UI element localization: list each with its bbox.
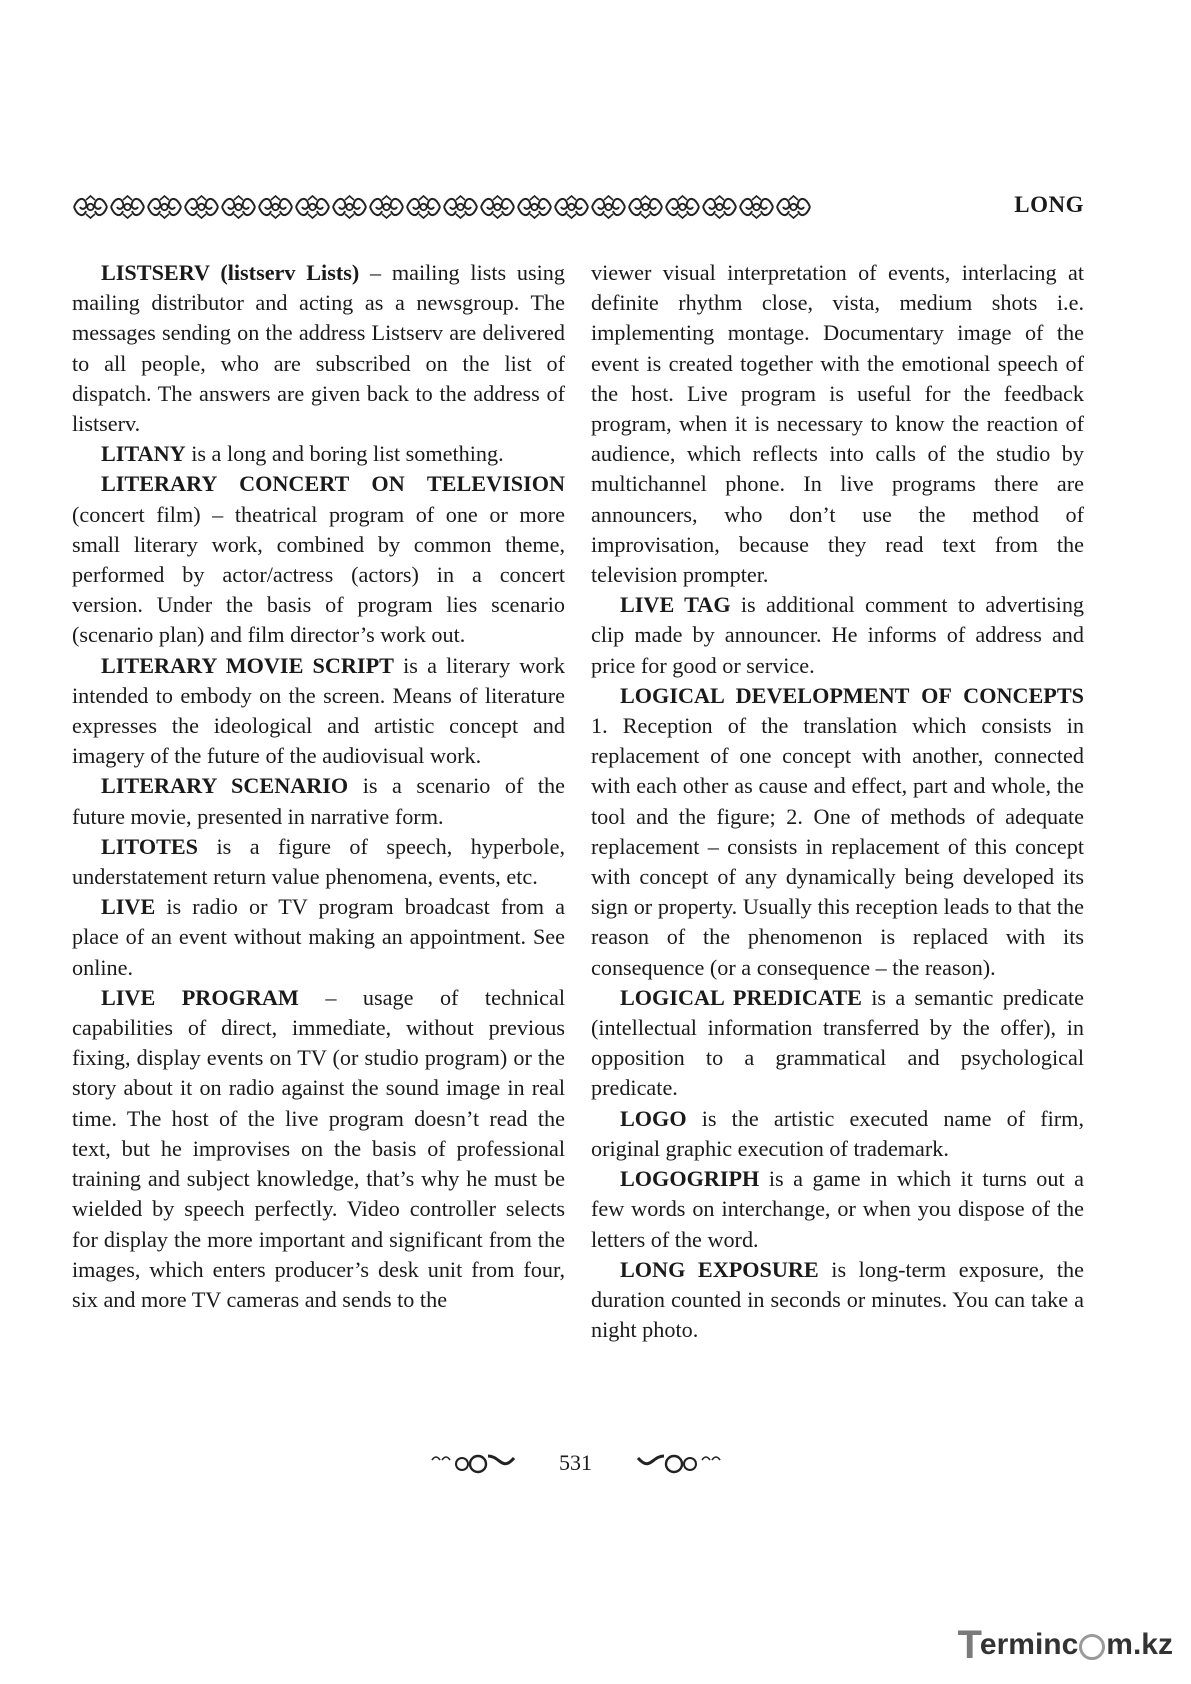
entry-live-tag [591,590,1084,681]
entry-term: LIVE PROGRAM [101,984,299,1010]
entry-term: LITOTES [101,833,199,859]
entry-logical-predicate [591,983,1084,1104]
page-header [72,190,1084,226]
entry-long-exposure [591,1255,1084,1346]
entry-live [72,892,565,983]
entry-litotes [72,832,565,892]
entry-definition: is radio or TV program broadcast from a place of an event without making an appointment. See online. [72,894,565,980]
entry-definition: – usage of technical capabilities of direct, immediate, without previous fixing, display events on TV (or studio program) or the story about it on radio against the sound image in real time. The host of the live program doesn’t read the text, but he improvises on the basis of professional training and subject knowledge, that’s why he must be wielded by speech perfectly. Video controller selects for display the more important and significant from the images, which enters producer’s desk unit from four, six and more TV cameras and sends to the [72,984,565,1312]
entry-definition: is long-term exposure, the duration counted in seconds or minutes. You can take a night photo. [591,1256,1084,1343]
entry-term: LOGOGRIPH [620,1166,760,1192]
entry-definition: is a semantic predicate (intellectual information transferred by the offer), in opposition to a grammatical and psychological predicate. [591,984,1084,1101]
left-column [72,258,565,1315]
right-column [591,258,1084,1345]
entry-logo [591,1104,1084,1164]
entry-literary-movie-script [72,651,565,772]
watermark-text: erminc [979,1628,1079,1661]
watermark-ring-icon [1079,1634,1105,1660]
ornamental-border-icon [72,194,812,220]
entry-term: LITERARY MOVIE SCRIPT [101,652,394,678]
entry-definition: 1. Reception of the translation which consists in replacement of one concept with another, connected with each other as cause and effect, part and whole, the tool and the figure; 2. One of methods of adequate replacement – consists in replacement of this concept with concept of any dynamically being developed its sign or property. Usually this reception leads to that the reason of the phenomenon is replaced with its consequence (or a consequence – the reason). [591,713,1084,980]
entry-literary-concert [72,469,565,650]
entry-term: LITANY [101,441,186,467]
entry-live-program-continued: viewer visual interpretation of events, interlacing at definite rhythm close, vista, medium shots i.e. implementing montage. Documentary image of the event is created together with the emotional speech of the host. Live program is useful for the feedback program, when it is necessary to know the reaction of audience, which reflects into calls of the studio by multichannel phone. In live programs there are announcers, who don’t use the method of improvisation, because they read text from the television prompter. [591,260,1084,588]
entry-term: LIVE TAG [620,592,731,618]
entry-term: LISTSERV (listserv Lists) [101,260,360,285]
entry-literary-scenario [72,771,565,831]
entry-term: LONG EXPOSURE [620,1256,819,1282]
watermark-domain: m.kz [1106,1628,1173,1661]
watermark-logo [957,1622,1173,1668]
entry-definition: is a figure of speech, hyperbole, understatement return value phenomena, events, etc. [72,833,565,890]
entry-definition: (concert film) – theatrical program of one or more small literary work, combined by common theme, performed by actor/actress (actors) in a concert version. Under the basis of program lies scenario (scenario plan) and film director’s work out. [72,501,565,648]
entry-definition: is a long and boring list something. [185,441,504,467]
footer-ornament-right-icon [636,1452,722,1476]
entry-listserv [72,258,565,439]
entry-definition: is a game in which it turns out a few words on interchange, or when you dispose of the letters of the word. [591,1166,1084,1252]
entry-term: LITERARY SCENARIO [101,773,349,799]
entry-term: LOGICAL DEVELOPMENT OF CONCEPTS [620,682,1084,708]
entry-logical-development [591,681,1084,983]
entry-logogriph [591,1164,1084,1255]
entry-definition: is a scenario of the future movie, presented in narrative form. [72,773,565,829]
entry-litany [72,439,565,469]
page-number: 531 [559,1450,592,1475]
entry-term: LIVE [101,894,156,920]
entry-term: LOGICAL PREDICATE [620,984,862,1010]
entry-live-program [72,983,565,1315]
page-footer [0,1444,1191,1484]
entry-term: LOGO [620,1105,687,1131]
entry-term: LITERARY CONCERT ON TELEVISION [101,471,565,497]
entry-definition: – mailing lists using mailing distributor and acting as a newsgroup. The messages sending on the address Listserv are delivered to all people, who are subscribed on the list of dispatch. The answers are given back to the address of listserv. [72,260,565,437]
running-head: LONG [1014,192,1084,217]
entry-definition: is the artistic executed name of firm, original graphic execution of trademark. [591,1105,1084,1161]
entry-definition: is additional comment to advertising clip made by announcer. He informs of address and price for good or service. [591,592,1085,678]
watermark-letter: T [957,1622,982,1667]
entry-definition: is a literary work intended to embody on the screen. Means of literature expresses the ideological and artistic concept and imagery of the future of the audiovisual work. [72,652,565,769]
footer-ornament-left-icon [430,1452,516,1476]
